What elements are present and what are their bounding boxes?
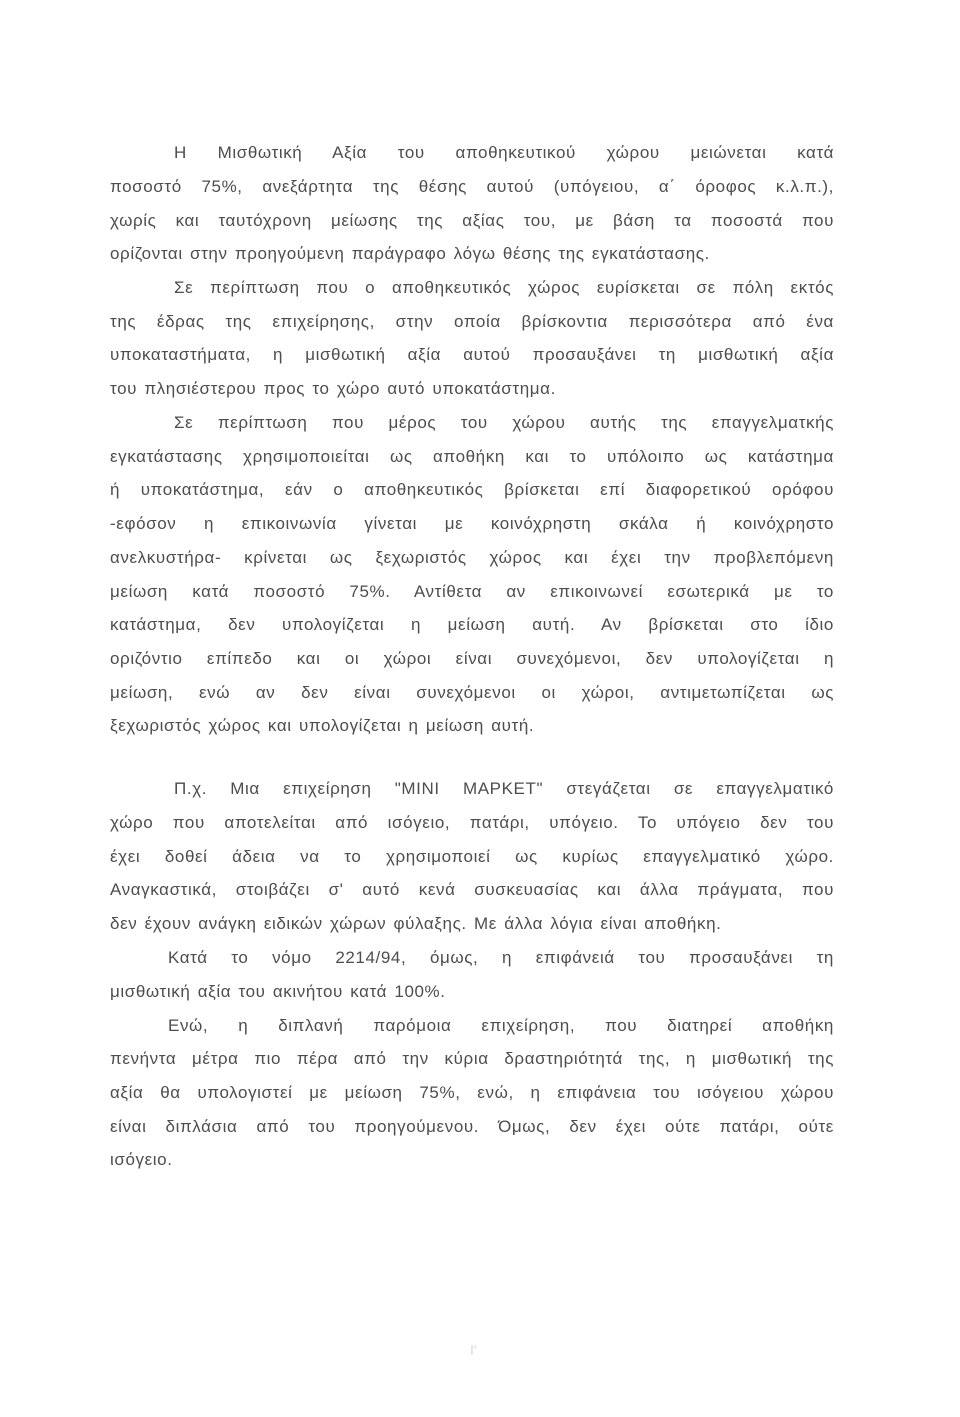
text-line: μισθωτική αξία του ακινήτου κατά 100%. <box>110 982 446 1001</box>
text-line: εγκατάστασης χρησιμοποιείται ως αποθήκη και το υπόλοιπο ως κατάστημα <box>110 447 834 466</box>
text-line: ή υποκατάστημα, εάν ο αποθηκευτικός βρίσκεται επί διαφορετικού ορόφου <box>110 480 834 499</box>
text-line: κατάστημα, δεν υπολογίζεται η μείωση αυτή. Αν βρίσκεται στο ίδιο <box>110 615 834 634</box>
text-line: του πλησιέστερου προς το χώρο αυτό υποκατάστημα. <box>110 379 556 398</box>
text-line: ισόγειο. <box>110 1150 173 1169</box>
text-line: αξία θα υπολογιστεί με μείωση 75%, ενώ, η επιφάνεια του ισόγειου χώρου <box>110 1083 834 1102</box>
text-line: ορίζονται στην προηγούμενη παράγραφο λόγω θέσης της εγκατάστασης. <box>110 244 710 263</box>
text-line: είναι διπλάσια από του προηγούμενου. Όμως, δεν έχει ούτε πατάρι, ούτε <box>110 1117 834 1136</box>
text-line: χωρίς και ταυτόχρονη μείωσης της αξίας του, με βάση τα ποσοστά που <box>110 211 834 230</box>
text-line: ξεχωριστός χώρος και υπολογίζεται η μείωση αυτή. <box>110 716 535 735</box>
text-line: Π.χ. Μια επιχείρηση "MINI MAPKET" στεγάζεται σε επαγγελματικό <box>174 779 834 798</box>
page-mark: I' <box>470 1342 477 1358</box>
text-line: έχει δοθεί άδεια να το χρησιμοποιεί ως κυρίως επαγγελματικό χώρο. <box>110 847 834 866</box>
text-line: Η Μισθωτική Αξία του αποθηκευτικού χώρου μειώνεται κατά <box>174 143 834 162</box>
text-line: -εφόσον η επικοινωνία γίνεται με κοινόχρηστη σκάλα ή κοινόχρηστο <box>110 514 834 533</box>
text-line: Αναγκαστικά, στοιβάζει σ' αυτό κενά συσκευασίας και άλλα πράγματα, που <box>110 880 834 899</box>
text-line: ποσοστό 75%, ανεξάρτητα της θέσης αυτού (υπόγειου, α΄ όροφος κ.λ.π.), <box>110 177 834 196</box>
text-line: οριζόντιο επίπεδο και οι χώροι είναι συνεχόμενοι, δεν υπολογίζεται η <box>110 649 834 668</box>
text-line: πενήντα μέτρα πιο πέρα από την κύρια δραστηριότητά της, η μισθωτική της <box>110 1049 834 1068</box>
text-line: της έδρας της επιχείρησης, στην οποία βρίσκοντια περισσότερα από ένα <box>110 312 834 331</box>
text-line: υποκαταστήματα, η μισθωτική αξία αυτού προσαυξάνει τη μισθωτική αξία <box>110 345 834 364</box>
text-line: Σε περίπτωση που ο αποθηκευτικός χώρος ευρίσκεται σε πόλη εκτός <box>174 278 834 297</box>
text-line: Κατά το νόμο 2214/94, όμως, η επιφάνειά του προσαυξάνει τη <box>168 948 834 967</box>
text-line: μείωση κατά ποσοστό 75%. Αντίθετα αν επικοινωνεί εσωτερικά με το <box>110 582 834 601</box>
text-line: μείωση, ενώ αν δεν είναι συνεχόμενοι οι χώροι, αντιμετωπίζεται ως <box>110 683 834 702</box>
text-line: Σε περίπτωση που μέρος του χώρου αυτής της επαγγελματκής <box>174 413 834 432</box>
text-line: δεν έχουν ανάγκη ειδικών χώρων φύλαξης. Με άλλα λόγια είναι αποθήκη. <box>110 914 722 933</box>
text-line: χώρο που αποτελείται από ισόγειο, πατάρι, υπόγειο. Το υπόγειο δεν του <box>110 813 834 832</box>
text-line: ανελκυστήρα- κρίνεται ως ξεχωριστός χώρος και έχει την προβλεπόμενη <box>110 548 834 567</box>
text-line: Ενώ, η διπλανή παρόμοια επιχείρηση, που διατηρεί αποθήκη <box>168 1016 834 1035</box>
